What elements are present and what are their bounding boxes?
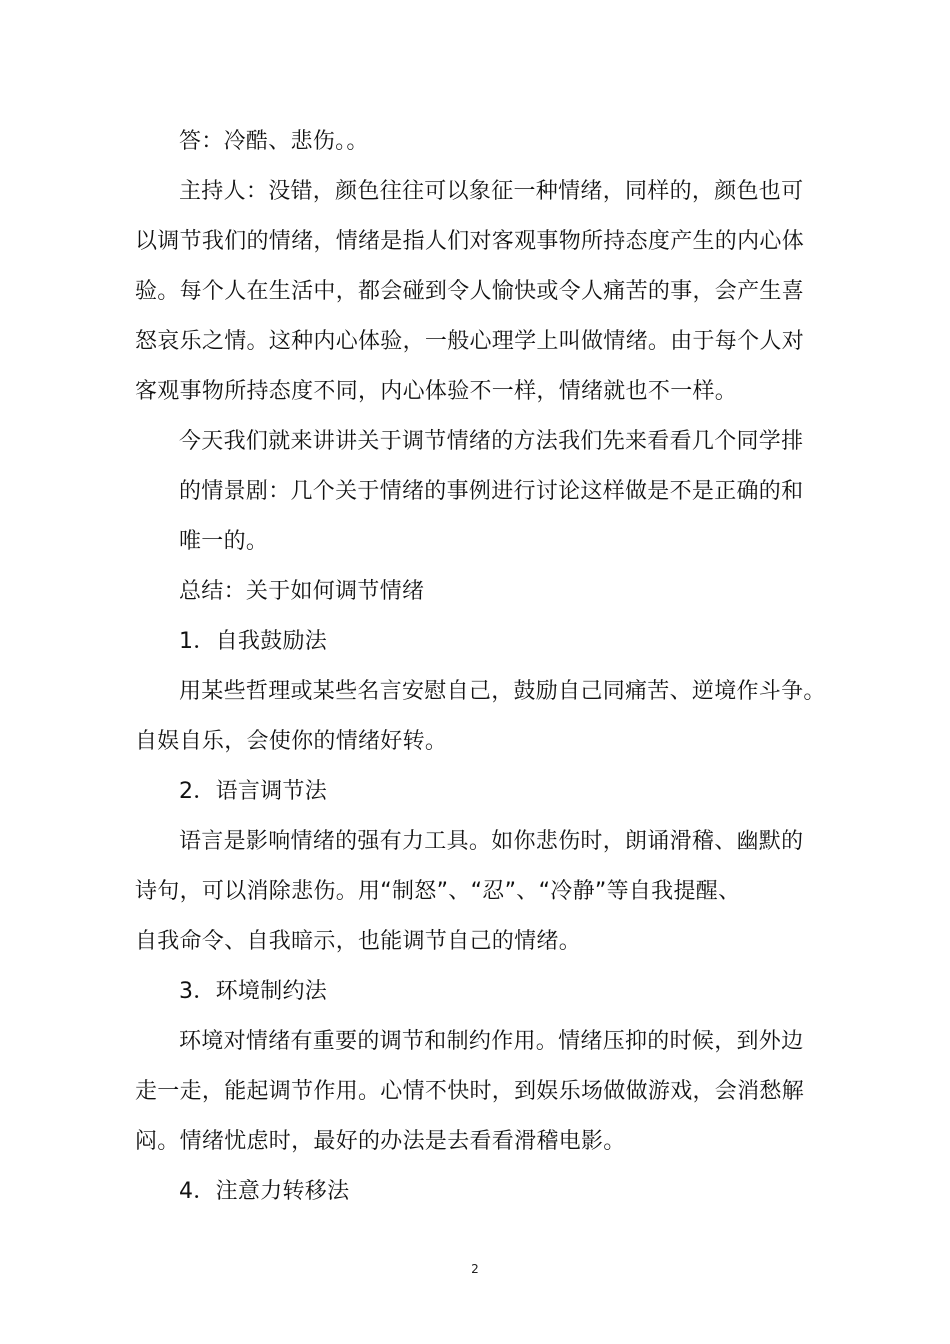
paragraph-answer [135,117,815,167]
text-line: 用某些哲理或某些名言安慰自己，鼓励自己同痛苦、逆境作斗争。 [179,679,826,704]
text-line: 2．语言调节法 [179,779,328,804]
page-number: 2 [471,1262,479,1276]
text-line: 闷。情绪忧虑时，最好的办法是去看看滑稽电影。 [135,1129,626,1154]
text-line: 主持人：没错，颜色往往可以象征一种情绪，同样的，颜色也可 [179,179,804,204]
heading-method-1 [135,617,815,667]
heading-method-2 [135,767,815,817]
text-line: 验。每个人在生活中，都会碰到令人愉快或令人痛苦的事，会产生喜 [135,279,805,304]
paragraph-method-1 [135,667,826,767]
text-line: 4．注意力转移法 [179,1179,350,1204]
text-line: 答：冷酷、悲伤。。 [179,129,369,154]
text-line: 环境对情绪有重要的调节和制约作用。情绪压抑的时候，到外边 [179,1029,804,1054]
text-line: 走一走，能起调节作用。心情不快时，到娱乐场做做游戏，会消愁解 [135,1079,805,1104]
paragraph-method-3 [135,1017,815,1167]
text-line: 总结：关于如何调节情绪 [179,579,425,604]
text-line: 自娱自乐，会使你的情绪好转。 [135,729,448,754]
text-line: 客观事物所持态度不同，内心体验不一样，情绪就也不一样。 [135,379,738,404]
document-body [135,117,826,1217]
heading-method-4 [135,1167,815,1217]
text-line: 1．自我鼓励法 [179,629,328,654]
text-line: 以调节我们的情绪，情绪是指人们对客观事物所持态度产生的内心体 [135,229,805,254]
heading-method-3 [135,967,815,1017]
text-line: 今天我们就来讲讲关于调节情绪的方法我们先来看看几个同学排 [179,429,804,454]
paragraph-today-intro [135,417,815,467]
paragraph-method-2 [135,817,815,967]
text-line: 的情景剧：几个关于情绪的事例进行讨论这样做是不是正确的和 [179,479,804,504]
paragraph-only-one [135,517,815,567]
paragraph-summary-heading [135,567,815,617]
paragraph-host-remarks [135,167,815,417]
text-line: 自我命令、自我暗示，也能调节自己的情绪。 [135,929,582,954]
text-line: 语言是影响情绪的强有力工具。如你悲伤时，朗诵滑稽、幽默的 [179,829,804,854]
text-line: 3．环境制约法 [179,979,328,1004]
text-line: 诗句，可以消除悲伤。用“制怒”、“忍”、“冷静”等自我提醒、 [135,879,741,904]
paragraph-skit [135,467,815,517]
text-line: 怒哀乐之情。这种内心体验，一般心理学上叫做情绪。由于每个人对 [135,329,805,354]
text-line: 唯一的。 [179,529,269,554]
